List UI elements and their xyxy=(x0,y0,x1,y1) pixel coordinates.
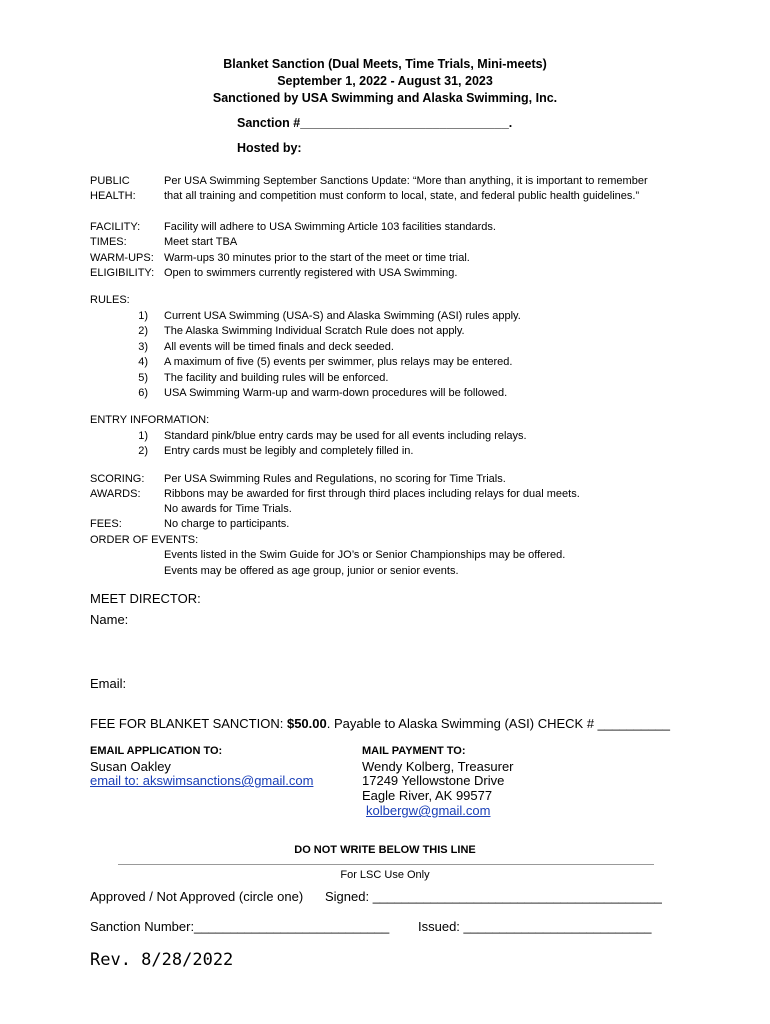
header-sanctioned-by: Sanctioned by USA Swimming and Alaska Swimming, Inc. xyxy=(212,91,558,105)
order-of-events-label: ORDER OF EVENTS: xyxy=(90,534,199,546)
email-application-link[interactable]: email to: akswimsanctions@gmail.com xyxy=(90,773,314,788)
header-title: Blanket Sanction (Dual Meets, Time Trials, Mini-meets) xyxy=(223,57,547,71)
hosted-by-label: Hosted by: xyxy=(237,141,302,155)
warmups-label: WARM-UPS: xyxy=(90,252,154,264)
public-health-text-1: Per USA Swimming September Sanctions Update: “More than anything, it is important to remember xyxy=(164,175,648,187)
divider-line xyxy=(118,864,654,865)
mail-payment-address-2: Eagle River, AK 99577 xyxy=(362,788,493,803)
rule-number: 1) xyxy=(138,310,148,322)
director-name-label: Name: xyxy=(90,612,129,627)
sanction-fee-line xyxy=(90,716,670,731)
eligibility-value: Open to swimmers currently registered with USA Swimming. xyxy=(164,267,458,279)
rules-label: RULES: xyxy=(90,294,130,306)
entry-number: 2) xyxy=(138,445,148,457)
director-email-label: Email: xyxy=(90,676,127,691)
sanction-number-line: Sanction #______________________________. xyxy=(237,116,513,130)
public-health-text-2: that all training and competition must conform to local, state, and federal public health guidelines.” xyxy=(164,190,640,202)
mail-payment-address-1: 17249 Yellowstone Drive xyxy=(362,773,505,788)
rule-text: A maximum of five (5) events per swimmer, plus relays may be entered. xyxy=(164,356,513,368)
rule-number: 5) xyxy=(138,372,148,384)
revision-date: Rev. 8/28/2022 xyxy=(90,950,234,970)
entry-info-label: ENTRY INFORMATION: xyxy=(90,414,210,426)
mail-payment-heading: MAIL PAYMENT TO: xyxy=(362,745,466,757)
fees-label: FEES: xyxy=(90,518,122,530)
rule-number: 4) xyxy=(138,356,148,368)
order-of-events-value-2: Events may be offered as age group, junior or senior events. xyxy=(164,565,459,577)
sanction-number-field: Sanction Number:___________________________ xyxy=(90,919,390,934)
rule-text: The Alaska Swimming Individual Scratch Rule does not apply. xyxy=(164,325,465,337)
scoring-label: SCORING: xyxy=(90,473,145,485)
rule-text: All events will be timed finals and deck seeded. xyxy=(164,341,394,353)
facility-label: FACILITY: xyxy=(90,221,141,233)
issued-field: Issued: __________________________ xyxy=(418,919,652,934)
warmups-value: Warm-ups 30 minutes prior to the start of the meet or time trial. xyxy=(164,252,470,264)
for-lsc-use-label: For LSC Use Only xyxy=(340,869,430,881)
eligibility-label: ELIGIBILITY: xyxy=(90,267,155,279)
entry-text: Entry cards must be legibly and completely filled in. xyxy=(164,445,414,457)
rule-number: 6) xyxy=(138,387,148,399)
scoring-value: Per USA Swimming Rules and Regulations, no scoring for Time Trials. xyxy=(164,473,506,485)
email-application-heading: EMAIL APPLICATION TO: xyxy=(90,745,223,757)
awards-value-1: Ribbons may be awarded for first through third places including relays for dual meets. xyxy=(164,488,580,500)
header-dates: September 1, 2022 - August 31, 2023 xyxy=(277,74,493,88)
rule-text: Current USA Swimming (USA-S) and Alaska Swimming (ASI) rules apply. xyxy=(164,310,521,322)
mail-payment-email-link[interactable]: kolbergw@gmail.com xyxy=(366,803,491,818)
awards-label: AWARDS: xyxy=(90,488,141,500)
fee-prefix: FEE FOR BLANKET SANCTION: xyxy=(90,716,287,731)
entry-number: 1) xyxy=(138,430,148,442)
awards-value-2: No awards for Time Trials. xyxy=(164,503,292,515)
email-application-name: Susan Oakley xyxy=(90,759,171,774)
order-of-events-value-1: Events listed in the Swim Guide for JO’s or Senior Championships may be offered. xyxy=(164,549,566,561)
do-not-write-heading: DO NOT WRITE BELOW THIS LINE xyxy=(294,844,476,856)
rule-text: The facility and building rules will be enforced. xyxy=(164,372,389,384)
signed-field: Signed: ________________________________________ xyxy=(325,889,662,904)
facility-value: Facility will adhere to USA Swimming Article 103 facilities standards. xyxy=(164,221,496,233)
times-value: Meet start TBA xyxy=(164,236,238,248)
public-health-label-2: HEALTH: xyxy=(90,190,136,202)
entry-text: Standard pink/blue entry cards may be used for all events including relays. xyxy=(164,430,527,442)
approval-circle-field: Approved / Not Approved (circle one) xyxy=(90,889,304,904)
meet-director-heading: MEET DIRECTOR: xyxy=(90,591,201,606)
rule-number: 2) xyxy=(138,325,148,337)
times-label: TIMES: xyxy=(90,236,127,248)
fee-amount: $50.00 xyxy=(286,716,327,731)
mail-payment-name: Wendy Kolberg, Treasurer xyxy=(362,759,514,774)
rule-text: USA Swimming Warm-up and warm-down procedures will be followed. xyxy=(164,387,508,399)
rule-number: 3) xyxy=(138,341,148,353)
fees-value: No charge to participants. xyxy=(164,518,290,530)
fee-suffix: . Payable to Alaska Swimming (ASI) CHECK # __________ xyxy=(326,716,670,731)
public-health-label-1: PUBLIC xyxy=(90,175,130,187)
